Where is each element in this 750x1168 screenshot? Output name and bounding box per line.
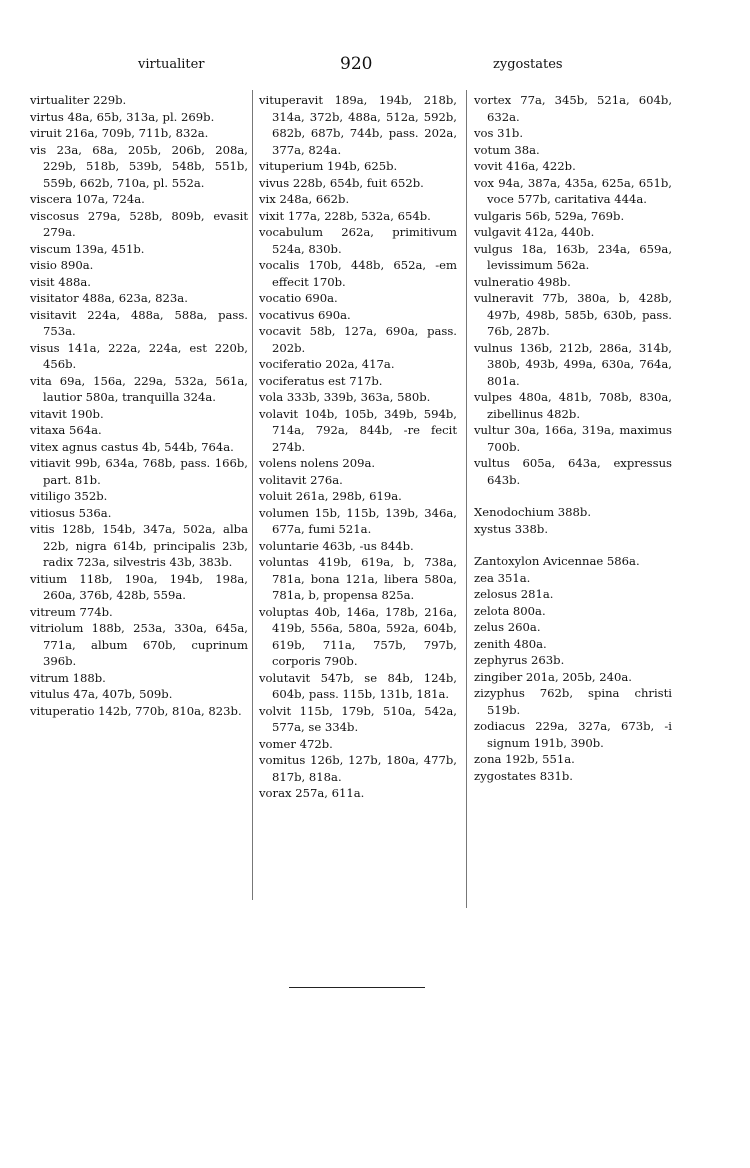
index-entry: vocavit 58b, 127a, 690a, pass. 202b. [259, 324, 457, 355]
index-entry: vitiosus 536a. [30, 505, 112, 520]
index-entry: vomer 472b. [259, 736, 333, 751]
index-entry: vitiligo 352b. [30, 489, 108, 503]
index-entry: vociferatio 202a, 417a. [259, 357, 395, 371]
index-entry: viscera 107a, 724a. [30, 192, 145, 206]
index-entry: vitreum 774b. [30, 604, 113, 619]
index-entry: vocatio 690a. [259, 291, 338, 305]
index-entry: vitium 118b, 190a, 194b, 198a, 260a, 376b, 428b, 559a. [30, 571, 248, 602]
index-entry: voluptas 40b, 146a, 178b, 216a, 419b, 556a, 580a, 592a, 604b, 619b, 711a, 757b, 797b, corporis 790b. [259, 604, 457, 668]
index-entry: vortex 77a, 345b, 521a, 604b, 632a. [474, 93, 672, 124]
index-entry: vitiavit 99b, 634a, 768b, pass. 166b, part. 81b. [30, 456, 248, 487]
index-entry: visit 488a. [30, 274, 91, 289]
index-entry: zea 351a. [474, 570, 531, 585]
index-entry: vulneratio 498b. [474, 274, 571, 289]
index-entry: vultur 30a, 166a, 319a, maximus 700b. [474, 423, 672, 454]
index-entry: vulgaris 56b, 529a, 769b. [474, 208, 625, 223]
index-column-2 [259, 92, 457, 802]
index-entry: zelota 800a. [474, 603, 546, 618]
index-entry: volumen 15b, 115b, 139b, 346a, 677a, fumi 521a. [259, 505, 457, 536]
index-entry: zelus 260a. [474, 620, 541, 634]
index-entry: Zantoxylon Avicennae 586a. [474, 554, 640, 568]
index-entry: vita 69a, 156a, 229a, 532a, 561a, lautior 580a, tranquilla 324a. [30, 373, 248, 404]
column-divider [252, 90, 253, 900]
index-entry: votum 38a. [474, 142, 540, 157]
index-entry: virtus 48a, 65b, 313a, pl. 269b. [30, 109, 215, 124]
index-entry: volens nolens 209a. [259, 456, 376, 470]
index-entry: vitriolum 188b, 253a, 330a, 645a, 771a, album 670b, cuprinum 396b. [30, 621, 248, 668]
running-header [0, 54, 750, 76]
section-gap [474, 488, 672, 504]
index-entry: vocativus 690a. [259, 307, 351, 322]
index-entry: visitavit 224a, 488a, 588a, pass. 753a. [30, 307, 248, 338]
index-entry: vituperatio 142b, 770b, 810a, 823b. [30, 703, 242, 718]
index-entry: vis 23a, 68a, 205b, 206b, 208a, 229b, 518b, 539b, 548b, 551b, 559b, 662b, 710a, pl. 552a. [30, 142, 248, 190]
index-entry: vituperavit 189a, 194b, 218b, 314a, 372b, 488a, 512a, 592b, 682b, 687b, 744b, pass. 202a, 377a, 824a. [259, 93, 457, 157]
index-entry: voluntarie 463b, -us 844b. [259, 538, 414, 553]
index-entry: vitulus 47a, 407b, 509b. [30, 687, 173, 701]
column-divider [466, 90, 467, 908]
index-entry: vulgavit 412a, 440b. [474, 225, 595, 239]
index-entry: vulnus 136b, 212b, 286a, 314b, 380b, 493b, 499a, 630a, 764a, 801a. [474, 340, 672, 388]
index-entry: vociferatus est 717b. [259, 373, 383, 388]
index-entry: vitaxa 564a. [30, 423, 102, 437]
header-first-entry: virtualiter [138, 57, 205, 72]
index-column-3 [474, 92, 672, 784]
index-entry: vitavit 190b. [30, 406, 104, 421]
index-entry: voluntas 419b, 619a, b, 738a, 781a, bona 121a, libera 580a, 781a, b, propensa 825a. [259, 555, 457, 602]
index-entry: viscosus 279a, 528b, 809b, evasit 279a. [30, 208, 248, 239]
index-entry: zenith 480a. [474, 636, 547, 651]
index-entry: zizyphus 762b, spina christi 519b. [474, 686, 672, 717]
index-entry: vos 31b. [474, 126, 524, 140]
index-entry: zelosus 281a. [474, 587, 554, 601]
index-entry: visus 141a, 222a, 224a, est 220b, 456b. [30, 340, 248, 371]
index-entry: vox 94a, 387a, 435a, 625a, 651b, voce 577b, caritativa 444a. [474, 175, 672, 206]
index-entry: xystus 338b. [474, 521, 549, 536]
index-entry: vixit 177a, 228b, 532a, 654b. [259, 208, 431, 223]
page-number: 920 [340, 54, 373, 74]
index-entry: zodiacus 229a, 327a, 673b, -i signum 191b, 390b. [474, 719, 672, 750]
index-entry: vitex agnus castus 4b, 544b, 764a. [30, 439, 234, 454]
index-entry: zephyrus 263b. [474, 653, 565, 667]
end-rule [289, 987, 425, 988]
index-entry: vulpes 480a, 481b, 708b, 830a, zibellinus 482b. [474, 390, 672, 421]
index-entry: zingiber 201a, 205b, 240a. [474, 669, 632, 684]
index-entry: viscum 139a, 451b. [30, 241, 145, 256]
index-entry: volvit 115b, 179b, 510a, 542a, 577a, se 334b. [259, 703, 457, 734]
index-entry: vovit 416a, 422b. [474, 159, 576, 173]
index-entry: vivus 228b, 654b, fuit 652b. [259, 175, 424, 190]
index-entry: vitrum 188b. [30, 670, 106, 685]
index-entry: zygostates 831b. [474, 768, 573, 783]
index-entry: viruit 216a, 709b, 711b, 832a. [30, 126, 209, 140]
index-entry: zona 192b, 551a. [474, 752, 575, 766]
index-entry: vola 333b, 339b, 363a, 580b. [259, 390, 431, 404]
index-entry: volitavit 276a. [259, 472, 343, 487]
index-entry: voluit 261a, 298b, 619a. [259, 489, 402, 503]
index-entry: Xenodochium 388b. [474, 505, 592, 519]
index-entry: vulgus 18a, 163b, 234a, 659a, levissimum 562a. [474, 241, 672, 272]
index-entry: vituperium 194b, 625b. [259, 159, 398, 173]
index-entry: volutavit 547b, se 84b, 124b, 604b, pass. 115b, 131b, 181a. [259, 670, 457, 701]
index-entry: volavit 104b, 105b, 349b, 594b, 714a, 792a, 844b, -re fecit 274b. [259, 406, 457, 454]
index-entry: visio 890a. [30, 258, 94, 272]
index-entry: vulneravit 77b, 380a, b, 428b, 497b, 498b, 585b, 630b, pass. 76b, 287b. [474, 291, 672, 338]
index-entry: virtualiter 229b. [30, 93, 127, 107]
header-last-entry: zygostates [493, 57, 563, 72]
index-entry: vitis 128b, 154b, 347a, 502a, alba 22b, nigra 614b, principalis 23b, radix 723a, silvestris 43b, 383b. [30, 522, 248, 569]
index-entry: vomitus 126b, 127b, 180a, 477b, 817b, 818a. [259, 753, 457, 784]
index-entry: vorax 257a, 611a. [259, 786, 365, 800]
index-entry: vocabulum 262a, primitivum 524a, 830b. [259, 225, 457, 256]
index-column-1 [30, 92, 248, 719]
section-gap [474, 537, 672, 553]
index-entry: vocalis 170b, 448b, 652a, -em effecit 170b. [259, 258, 457, 289]
index-entry: visitator 488a, 623a, 823a. [30, 291, 188, 305]
index-entry: vultus 605a, 643a, expressus 643b. [474, 456, 672, 487]
index-entry: vix 248a, 662b. [259, 192, 350, 206]
